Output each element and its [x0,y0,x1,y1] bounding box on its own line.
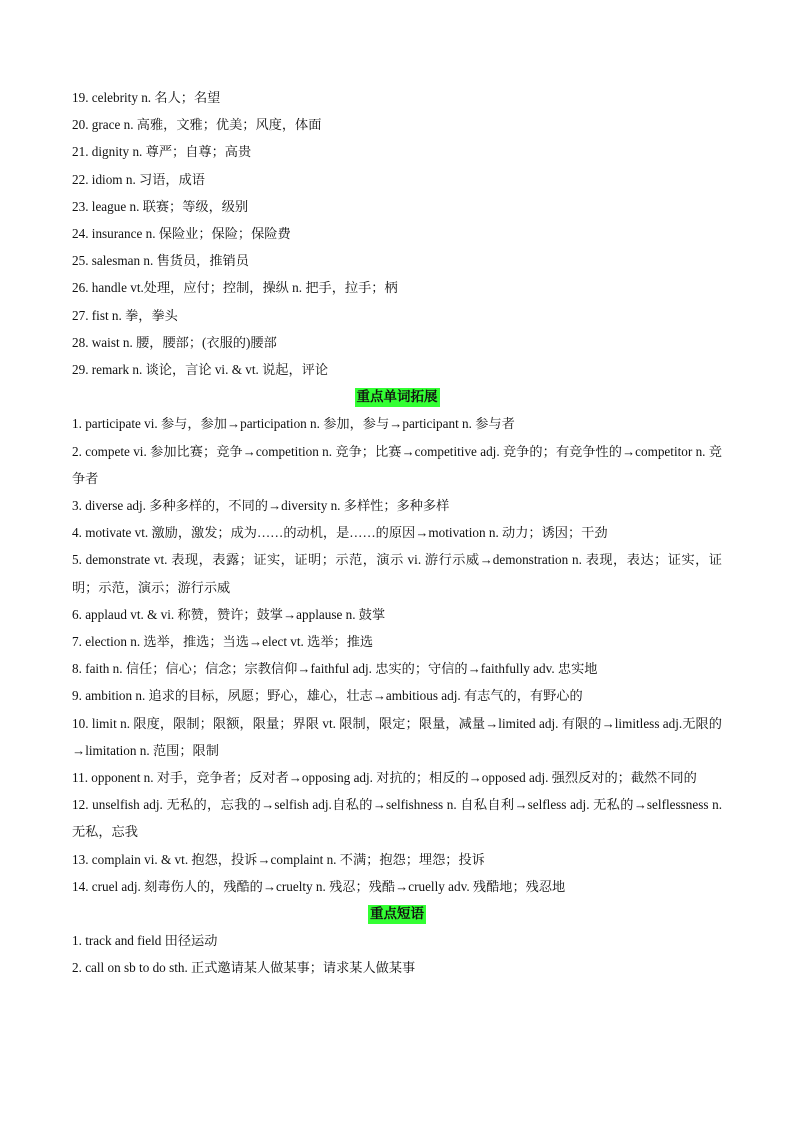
vocab-item-26: 26. handle vt.处理，应付；控制，操纵 n. 把手，拉手；柄 [72,280,398,296]
vocab-item-25: 25. salesman n. 售货员，推销员 [72,253,249,269]
phrase-item-1: 1. track and field 田径运动 [72,933,218,949]
vocab-item-19: 19. celebrity n. 名人；名望 [72,90,221,105]
vocab-item-28: 28. waist n. 腰，腰部；(衣服的)腰部 [72,334,277,350]
expansion-item-11: 11. opponent n. 对手，竞争者；反对者→opposing adj. 对抗的；相反的→opposed adj. 强烈反对的；截然不同的 [72,770,697,786]
expansion-item-8: 8. faith n. 信任；信心；信念；宗教信仰→faithful adj. 忠实的；守信的→faithfully adv. 忠实地 [72,661,598,677]
expansion-item-3: 3. diverse adj. 多种多样的，不同的→diversity n. 多样性；多种多样 [72,498,450,514]
expansion-item-13: 13. complain vi. & vt. 抱怨，投诉→complaint n. 不满；抱怨；埋怨；投诉 [72,851,485,867]
expansion-item-6: 6. applaud vt. & vi. 称赞，赞许；鼓掌→applause n. 鼓掌 [72,606,386,622]
section-heading-row [72,383,722,410]
phrase-item-2: 2. call on sb to do sth. 正式邀请某人做某事；请求某人做某事 [72,960,416,976]
vocab-item-22: 22. idiom n. 习语，成语 [72,171,205,187]
expansion-item-1: 1. participate vi. 参与，参加→participation n. 参加，参与→participant n. 参与者 [72,416,515,432]
vocab-item-20: 20. grace n. 高雅，文雅；优美；风度，体面 [72,117,322,133]
expansion-item-2: 2. compete vi. 参加比赛；竞争→competition n. 竞争；比赛→competitive adj. 竞争的；有竞争性的→competitor n. 竞争者 [72,443,722,486]
document-content [72,84,722,982]
expansion-item-4: 4. motivate vt. 激励，激发；成为……的动机，是……的原因→motivation n. 动力；诱因；干劲 [72,525,608,541]
expansion-item-10: 10. limit n. 限度，限制；限额，限量；界限 vt. 限制，限定；限量，减量→limited adj. 有限的→limitless adj.无限的→limitation n. 范围；限制 [72,715,722,758]
expansion-item-9: 9. ambition n. 追求的目标，夙愿；野心，雄心，壮志→ambitious adj. 有志气的，有野心的 [72,688,583,704]
vocab-item-23: 23. league n. 联赛；等级，级别 [72,198,249,214]
expansion-item-12: 12. unselfish adj. 无私的，忘我的→selfish adj.自私的→selfishness n. 自私自利→selfless adj. 无私的→selflessness n. 无私，忘我 [72,797,722,840]
section-heading-word-expansion: 重点单词拓展 [356,389,438,406]
vocab-item-21: 21. dignity n. 尊严；自尊；高贵 [72,144,252,160]
section-heading-key-phrases: 重点短语 [370,906,424,923]
expansion-item-5: 5. demonstrate vt. 表现，表露；证实，证明；示范，演示 vi. 游行示威→demonstration n. 表现，表达；证实，证明；示范，演示；游行示威 [72,552,722,595]
expansion-item-7: 7. election n. 选举，推选；当选→elect vt. 选举；推选 [72,634,374,650]
vocab-item-29: 29. remark n. 谈论，言论 vi. & vt. 说起，评论 [72,362,329,378]
section-heading-row [72,900,722,927]
vocab-item-24: 24. insurance n. 保险业；保险；保险费 [72,226,291,242]
expansion-item-14: 14. cruel adj. 刻毒伤人的，残酷的→cruelty n. 残忍；残酷→cruelly adv. 残酷地；残忍地 [72,878,566,894]
vocab-item-27: 27. fist n. 拳，拳头 [72,307,178,323]
